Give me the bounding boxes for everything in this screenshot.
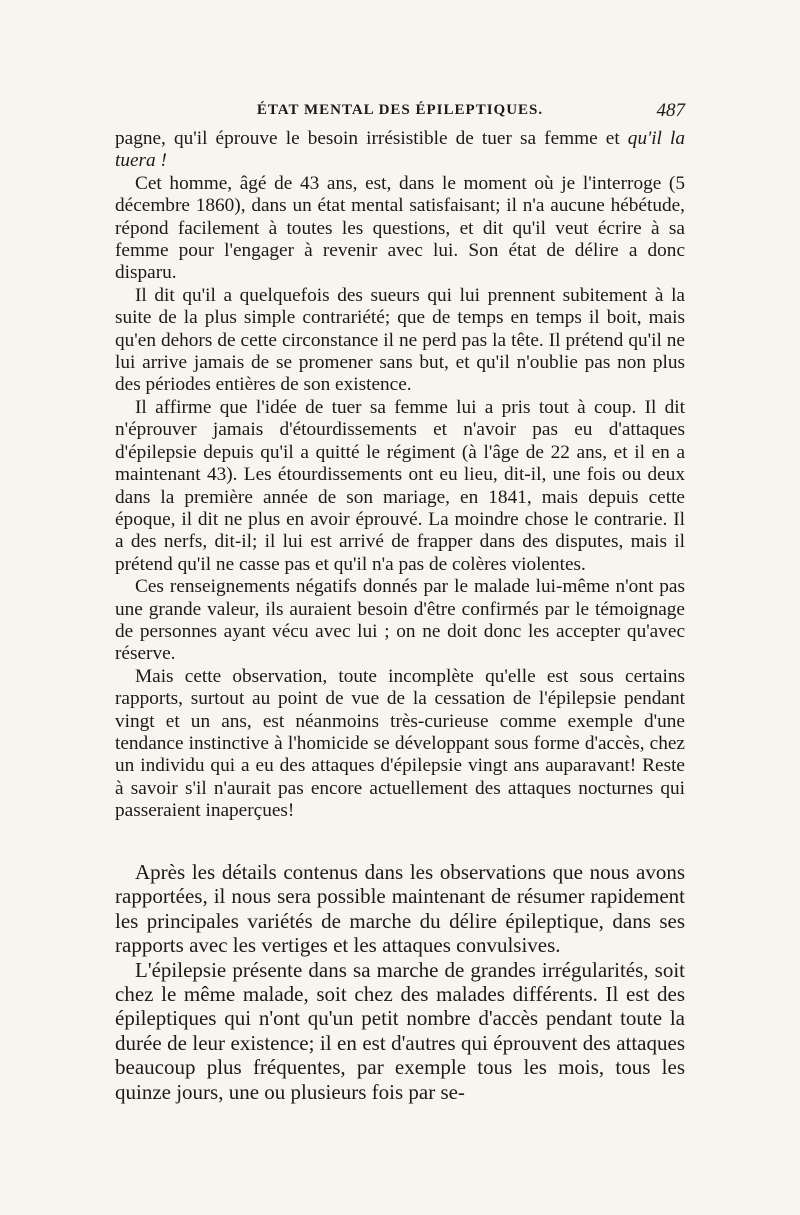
paragraph: Il affirme que l'idée de tuer sa femme lui a pris tout à coup. Il dit n'éprouver jamais d'étourdissements et n'avoir pas eu d'attaques d'épilepsie depuis qu'il a quitté le régiment (à l'âge de 22 ans, et il en a maintenant 43). Les étourdissements ont eu lieu, dit-il, une fois ou deux dans la première année de son mariage, en 1841, mais depuis cette époque, il dit ne plus en avoir éprouvé. La moindre chose le contrarie. Il a des nerfs, dit-il; il lui est arrivé de frapper dans des disputes, mais il prétend qu'il ne casse pas et qu'il n'a pas de colères violentes. — [115, 396, 685, 575]
paragraph: Cet homme, âgé de 43 ans, est, dans le moment où je l'interroge (5 décembre 1860), dans un état mental satisfaisant; il n'a aucune hébétude, répond facilement à toutes les questions, et dit qu'il veut écrire à sa femme pour l'engager à revenir avec lui. Son état de délire a donc disparu. — [115, 172, 685, 284]
paragraph: Ces renseignements négatifs donnés par le malade lui-même n'ont pas une grande valeur, ils auraient besoin d'être confirmés par le témoignage de personnes ayant vécu avec lui ; on ne doit donc les accepter qu'avec réserve. — [115, 576, 685, 665]
page-number: 487 — [656, 100, 685, 121]
emphasis-text: qu'il la tuera ! — [115, 128, 686, 172]
paragraph: L'épilepsie présente dans sa marche de grandes irrégularités, soit chez le même malade, soit chez des malades différents. Il est des épileptiques qui n'ont qu'un petit nombre d'accès pendant toute la durée de leur existence; il en est d'autres qui éprouvent des attaques beaucoup plus fréquentes, par exemple tous les mois, tous les quinze jours, une ou plusieurs fois par se- — [115, 957, 685, 1104]
paragraph — [115, 128, 685, 173]
paragraph: Mais cette observation, toute incomplète qu'elle est sous certains rapports, surtout au point de vue de la cessation de l'épilepsie pendant vingt et un ans, est néanmoins très-curieuse comme exemple d'une tendance instinctive à l'homicide se développant sous forme d'accès, chez un individu qui a eu des attaques d'épilepsie vingt ans auparavant! Reste à savoir s'il n'aurait pas encore actuellement des attaques nocturnes qui passeraient inaperçues! — [115, 665, 685, 822]
paragraph: Il dit qu'il a quelquefois des sueurs qui lui prennent subitement à la suite de la plus simple contrariété; que de temps en temps il boit, mais qu'en dehors de cette circonstance il ne perd pas la tête. Il prétend qu'il ne lui arrive jamais de se promener sans but, et qu'il n'oublie pas non plus des périodes entières de son existence. — [115, 284, 685, 396]
paragraph-text: pagne, qu'il éprouve le besoin irrésistible de tuer sa femme et — [115, 128, 628, 149]
paragraph: Après les détails contenus dans les observations que nous avons rapportées, il nous sera possible maintenant de résumer rapidement les principales variétés de marche du délire épileptique, dans ses rapports avec les vertiges et les attaques convulsives. — [115, 860, 685, 958]
body-text-large — [115, 860, 685, 1104]
body-text-small — [115, 128, 685, 823]
running-title: ÉTAT MENTAL DES ÉPILEPTIQUES. — [256, 102, 544, 118]
page-header — [115, 100, 685, 124]
